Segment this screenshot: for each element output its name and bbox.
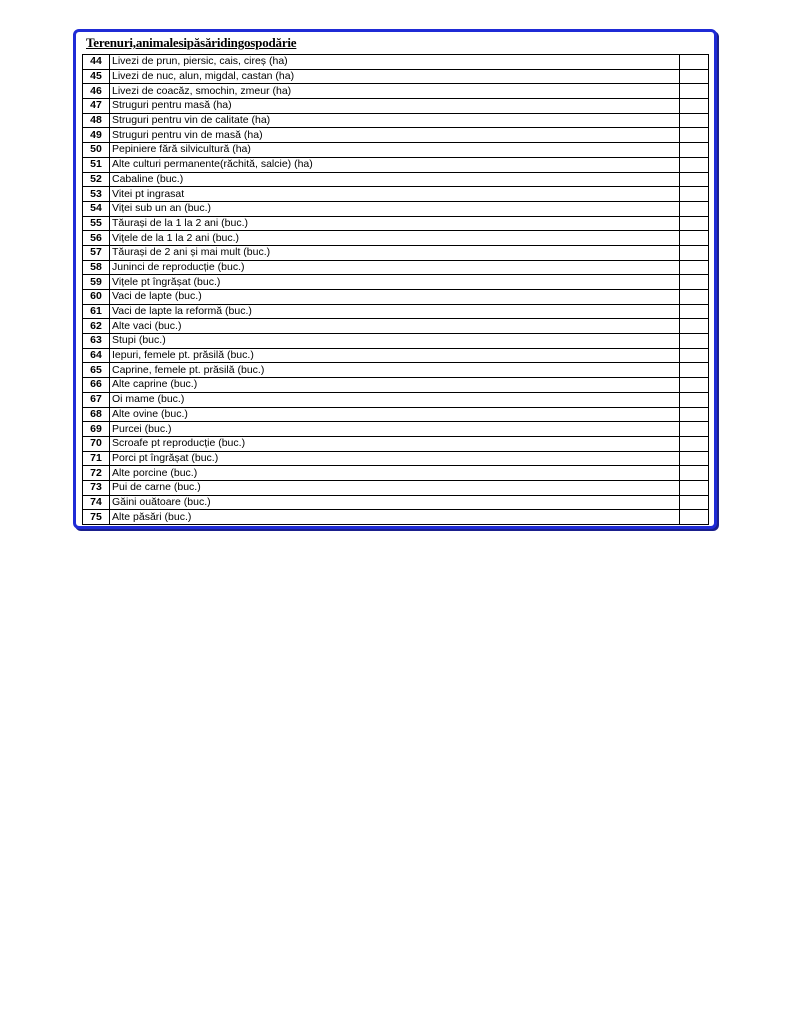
row-value-field[interactable] — [680, 216, 709, 231]
row-value-field[interactable] — [680, 407, 709, 422]
table-row — [83, 99, 709, 114]
row-number: 52 — [83, 172, 110, 187]
row-label: Juninci de reproducție (buc.) — [110, 260, 680, 275]
row-number: 74 — [83, 495, 110, 510]
form-section-frame — [73, 29, 717, 529]
row-value-field[interactable] — [680, 245, 709, 260]
row-value-field[interactable] — [680, 348, 709, 363]
table-row — [83, 290, 709, 305]
row-number: 47 — [83, 99, 110, 114]
row-number: 73 — [83, 480, 110, 495]
row-value-field[interactable] — [680, 290, 709, 305]
row-label: Scroafe pt reproducție (buc.) — [110, 436, 680, 451]
table-row — [83, 480, 709, 495]
row-value-field[interactable] — [680, 260, 709, 275]
row-value-field[interactable] — [680, 495, 709, 510]
row-number: 66 — [83, 378, 110, 393]
table-row — [83, 319, 709, 334]
row-number: 44 — [83, 55, 110, 70]
row-number: 56 — [83, 231, 110, 246]
row-number: 63 — [83, 334, 110, 349]
section-title: Terenuri,animalesipăsăridingospodărie — [86, 35, 297, 50]
table-row — [83, 334, 709, 349]
table-row — [83, 260, 709, 275]
table-row — [83, 157, 709, 172]
row-value-field[interactable] — [680, 157, 709, 172]
row-number: 45 — [83, 69, 110, 84]
row-label: Porci pt îngrășat (buc.) — [110, 451, 680, 466]
row-value-field[interactable] — [680, 378, 709, 393]
row-value-field[interactable] — [680, 334, 709, 349]
row-number: 49 — [83, 128, 110, 143]
row-label: Struguri pentru vin de calitate (ha) — [110, 113, 680, 128]
row-label: Livezi de coacăz, smochin, zmeur (ha) — [110, 84, 680, 99]
row-label: Cabaline (buc.) — [110, 172, 680, 187]
row-number: 62 — [83, 319, 110, 334]
table-row — [83, 113, 709, 128]
row-value-field[interactable] — [680, 510, 709, 525]
row-label: Purcei (buc.) — [110, 422, 680, 437]
row-number: 53 — [83, 187, 110, 202]
row-label: Vițele de la 1 la 2 ani (buc.) — [110, 231, 680, 246]
row-value-field[interactable] — [680, 201, 709, 216]
row-number: 65 — [83, 363, 110, 378]
row-label: Alte porcine (buc.) — [110, 466, 680, 481]
row-value-field[interactable] — [680, 172, 709, 187]
row-label: Alte culturi permanente(răchită, salcie) (ha) — [110, 157, 680, 172]
table-row — [83, 348, 709, 363]
row-number: 64 — [83, 348, 110, 363]
row-number: 57 — [83, 245, 110, 260]
table-row — [83, 510, 709, 525]
row-label: Pepiniere fără silvicultură (ha) — [110, 143, 680, 158]
table-row — [83, 216, 709, 231]
row-label: Vaci de lapte la reformă (buc.) — [110, 304, 680, 319]
table-row — [83, 245, 709, 260]
row-value-field[interactable] — [680, 99, 709, 114]
table-row — [83, 84, 709, 99]
row-label: Struguri pentru vin de masă (ha) — [110, 128, 680, 143]
row-number: 50 — [83, 143, 110, 158]
table-row — [83, 378, 709, 393]
row-value-field[interactable] — [680, 55, 709, 70]
row-value-field[interactable] — [680, 304, 709, 319]
row-value-field[interactable] — [680, 143, 709, 158]
row-number: 70 — [83, 436, 110, 451]
table-row — [83, 143, 709, 158]
row-label: Caprine, femele pt. prăsilă (buc.) — [110, 363, 680, 378]
table-row — [83, 392, 709, 407]
row-label: Vaci de lapte (buc.) — [110, 290, 680, 305]
row-value-field[interactable] — [680, 69, 709, 84]
row-label: Alte caprine (buc.) — [110, 378, 680, 393]
table-row — [83, 466, 709, 481]
table-row — [83, 422, 709, 437]
row-label: Struguri pentru masă (ha) — [110, 99, 680, 114]
row-label: Alte păsări (buc.) — [110, 510, 680, 525]
row-number: 68 — [83, 407, 110, 422]
row-value-field[interactable] — [680, 319, 709, 334]
row-value-field[interactable] — [680, 436, 709, 451]
row-label: Tăurași de 2 ani și mai mult (buc.) — [110, 245, 680, 260]
row-number: 67 — [83, 392, 110, 407]
row-value-field[interactable] — [680, 275, 709, 290]
row-value-field[interactable] — [680, 128, 709, 143]
row-number: 48 — [83, 113, 110, 128]
table-row — [83, 69, 709, 84]
row-number: 69 — [83, 422, 110, 437]
table-row — [83, 363, 709, 378]
row-label: Stupi (buc.) — [110, 334, 680, 349]
row-number: 75 — [83, 510, 110, 525]
row-number: 61 — [83, 304, 110, 319]
row-label: Alte ovine (buc.) — [110, 407, 680, 422]
table-row — [83, 275, 709, 290]
row-value-field[interactable] — [680, 392, 709, 407]
table-row — [83, 187, 709, 202]
table-row — [83, 201, 709, 216]
row-value-field[interactable] — [680, 187, 709, 202]
row-number: 51 — [83, 157, 110, 172]
row-label: Tăurași de la 1 la 2 ani (buc.) — [110, 216, 680, 231]
row-label: Pui de carne (buc.) — [110, 480, 680, 495]
row-number: 55 — [83, 216, 110, 231]
row-value-field[interactable] — [680, 231, 709, 246]
row-label: Viței sub un an (buc.) — [110, 201, 680, 216]
row-label: Iepuri, femele pt. prăsilă (buc.) — [110, 348, 680, 363]
table-row — [83, 55, 709, 70]
livestock-table — [82, 54, 709, 525]
row-label: Livezi de prun, piersic, cais, cireș (ha) — [110, 55, 680, 70]
row-label: Găini ouătoare (buc.) — [110, 495, 680, 510]
row-number: 58 — [83, 260, 110, 275]
row-number: 71 — [83, 451, 110, 466]
table-row — [83, 128, 709, 143]
table-row — [83, 304, 709, 319]
row-value-field[interactable] — [680, 466, 709, 481]
row-value-field[interactable] — [680, 113, 709, 128]
row-value-field[interactable] — [680, 480, 709, 495]
row-value-field[interactable] — [680, 84, 709, 99]
table-row — [83, 172, 709, 187]
row-number: 60 — [83, 290, 110, 305]
row-label: Alte vaci (buc.) — [110, 319, 680, 334]
table-row — [83, 436, 709, 451]
row-number: 72 — [83, 466, 110, 481]
row-value-field[interactable] — [680, 451, 709, 466]
table-row — [83, 495, 709, 510]
row-number: 46 — [83, 84, 110, 99]
table-row — [83, 451, 709, 466]
row-value-field[interactable] — [680, 422, 709, 437]
row-label: Vițele pt îngrășat (buc.) — [110, 275, 680, 290]
row-value-field[interactable] — [680, 363, 709, 378]
table-row — [83, 231, 709, 246]
table-body — [83, 55, 709, 525]
table-row — [83, 407, 709, 422]
row-label: Oi mame (buc.) — [110, 392, 680, 407]
row-number: 59 — [83, 275, 110, 290]
row-label: Livezi de nuc, alun, migdal, castan (ha) — [110, 69, 680, 84]
row-number: 54 — [83, 201, 110, 216]
row-label: Vitei pt ingrasat — [110, 187, 680, 202]
